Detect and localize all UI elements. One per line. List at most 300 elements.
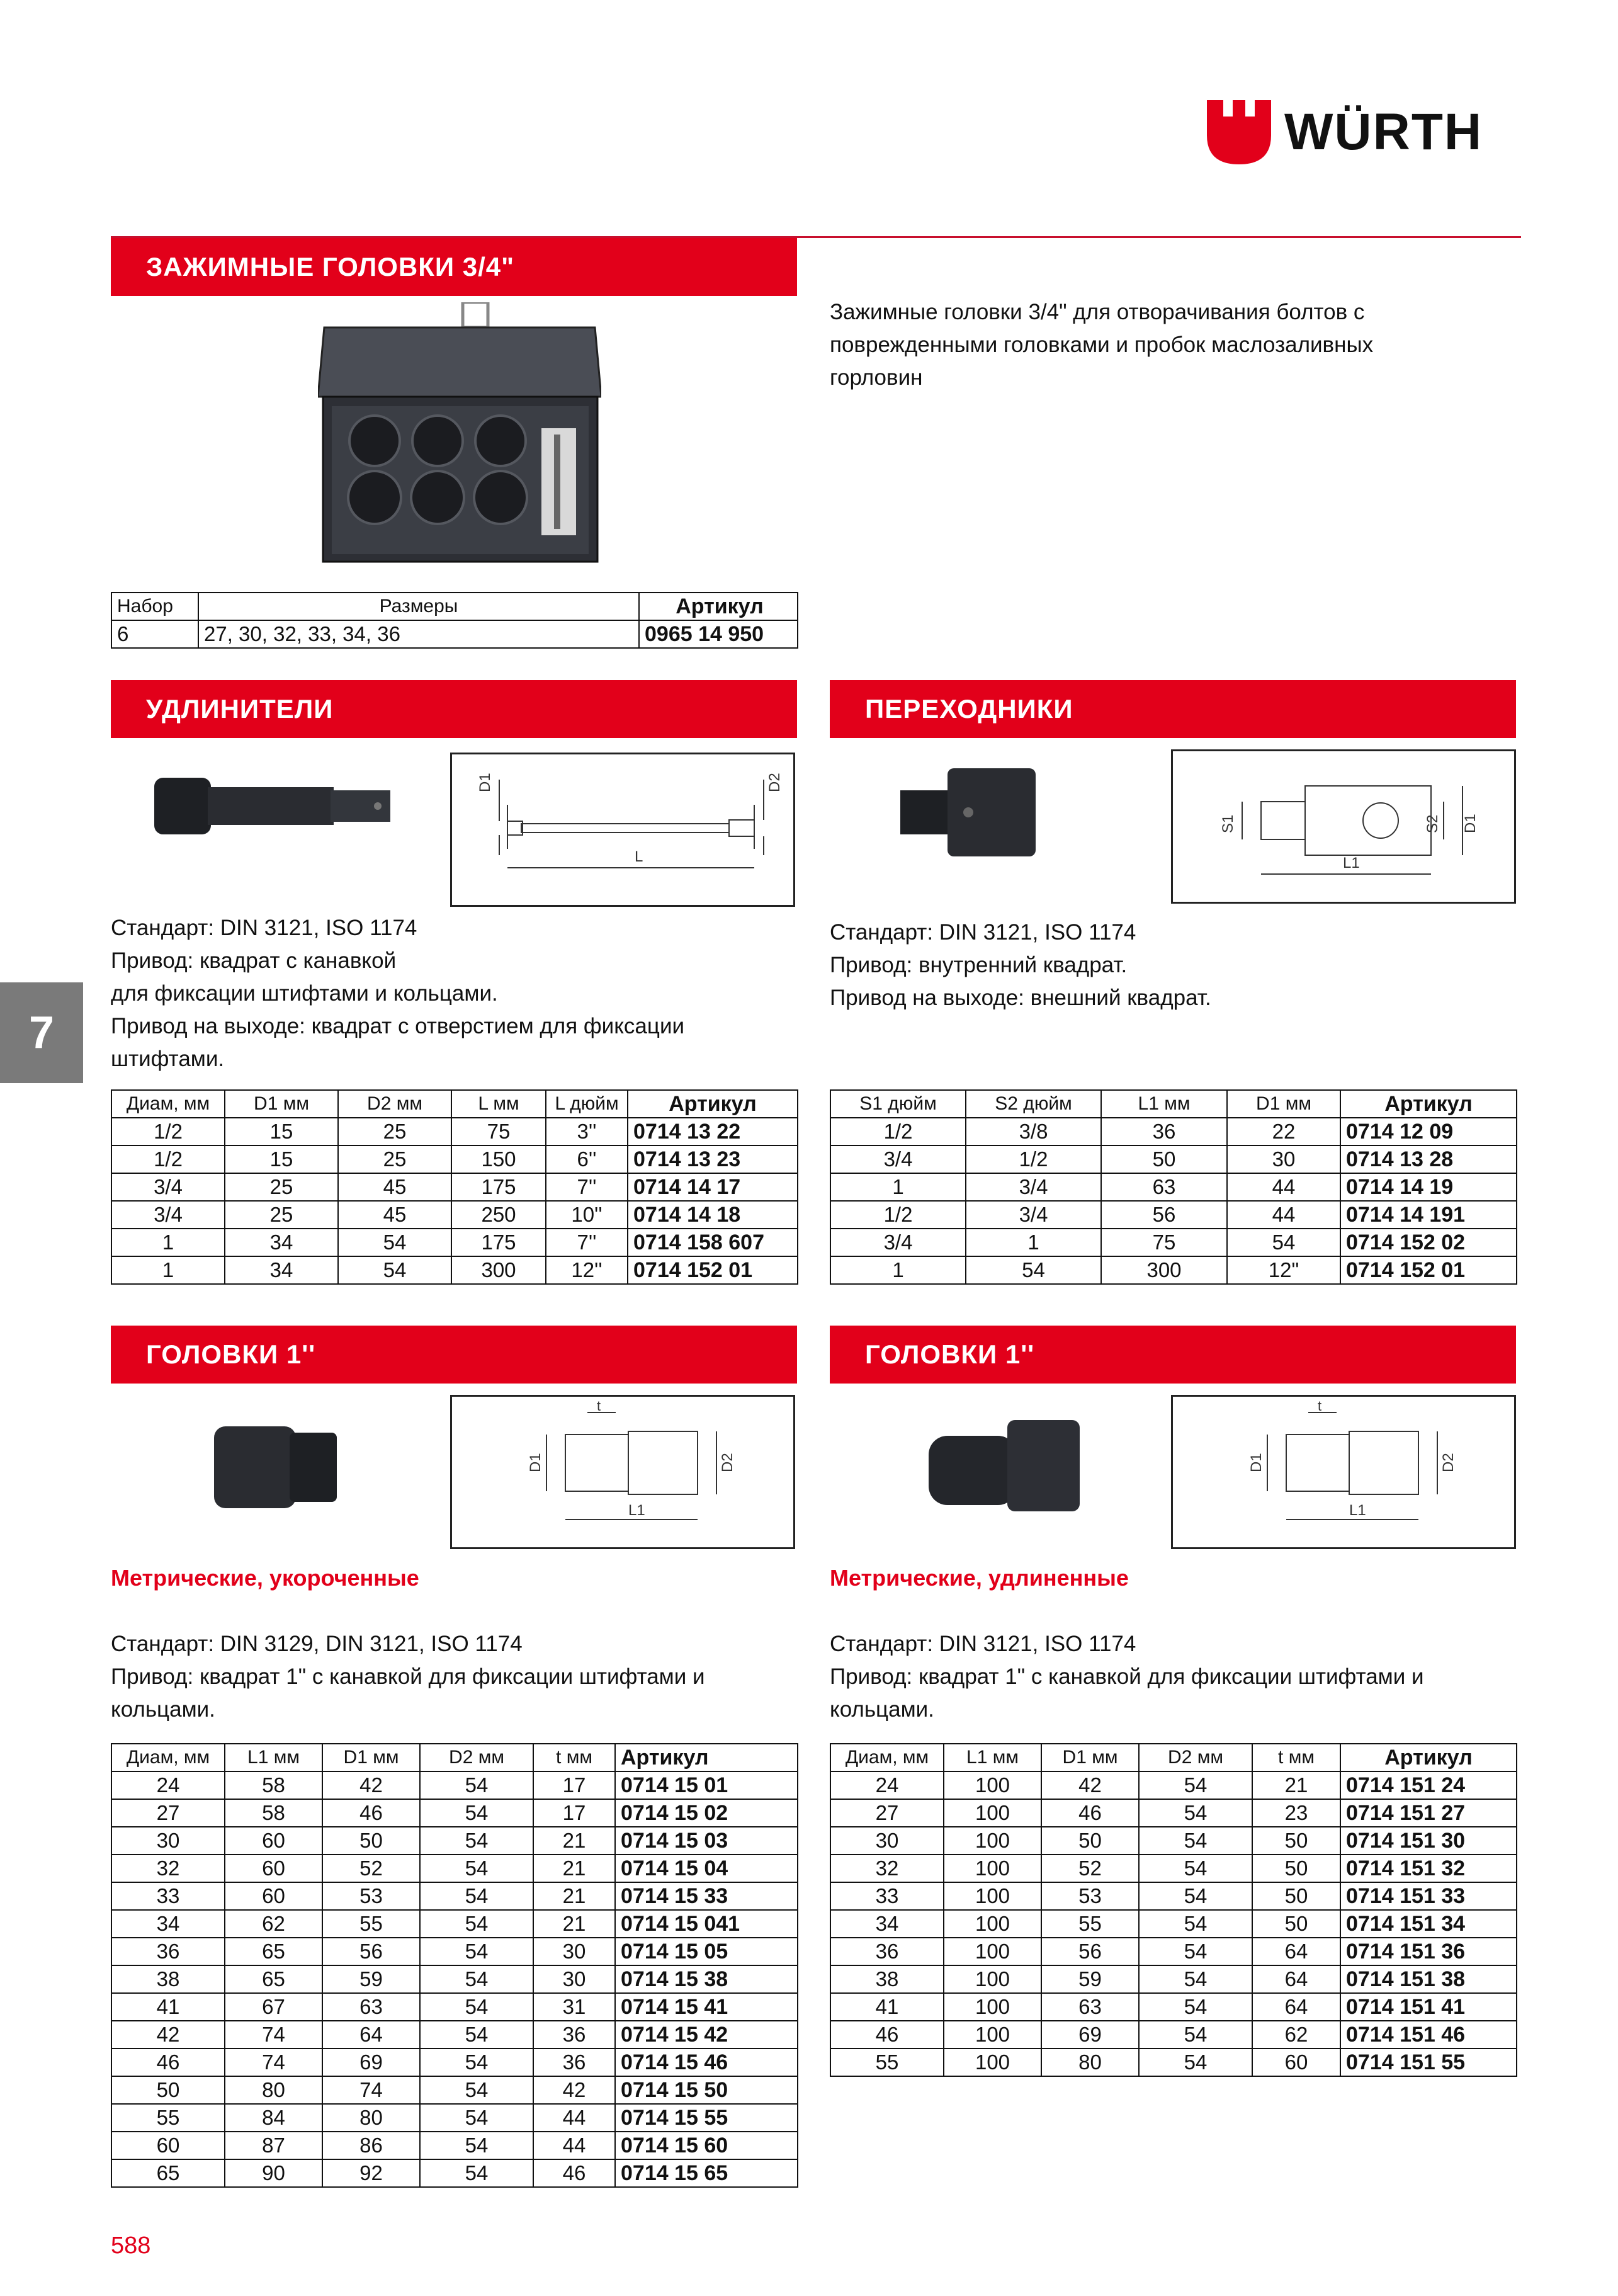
cell-article: 0714 151 30	[1340, 1827, 1517, 1855]
cell: 84	[225, 2104, 322, 2132]
table-row	[111, 1256, 798, 1284]
dim-label-d1: D1	[477, 773, 494, 792]
cell-article: 0714 13 22	[628, 1118, 798, 1145]
cell-article: 0714 12 09	[1340, 1118, 1517, 1145]
cell: 54	[420, 2049, 533, 2076]
brand-name: WÜRTH	[1284, 103, 1483, 161]
long-socket-photo	[925, 1411, 1083, 1518]
spec-line: Стандарт: DIN 3121, ISO 1174	[830, 1632, 1136, 1656]
cell-article: 0714 14 17	[628, 1173, 798, 1201]
cell: 100	[944, 1938, 1041, 1965]
cell: 45	[338, 1173, 451, 1201]
cell: 64	[1252, 1938, 1340, 1965]
cell: 150	[451, 1145, 546, 1173]
table-row	[830, 1882, 1517, 1910]
cell: 54	[420, 2076, 533, 2104]
cell: 54	[1139, 2021, 1252, 2049]
cell: 21	[533, 1910, 615, 1938]
spec-line: Привод: внутренний квадрат.	[830, 953, 1128, 977]
table-row	[830, 1799, 1517, 1827]
cell: 55	[111, 2104, 225, 2132]
spec-line: Привод: квадрат 1" с канавкой для фиксации штифтами и	[111, 1664, 705, 1689]
cell: 44	[533, 2132, 615, 2159]
cell: 75	[1101, 1229, 1227, 1256]
cell-article: 0714 15 05	[615, 1938, 798, 1965]
col-header: Артикул	[639, 593, 798, 620]
cell-article: 0714 151 33	[1340, 1882, 1517, 1910]
heads-long-description	[830, 1628, 1516, 1726]
cell-article: 0714 15 02	[615, 1799, 798, 1827]
cell: 38	[830, 1965, 944, 1993]
dim-label-d1: D1	[1248, 1453, 1265, 1472]
cell-article: 0714 13 23	[628, 1145, 798, 1173]
table-row	[830, 1173, 1517, 1201]
table-row	[830, 1256, 1517, 1284]
cell: 25	[338, 1145, 451, 1173]
cell: 100	[944, 1855, 1041, 1882]
cell: 86	[322, 2132, 420, 2159]
cell: 54	[1139, 1910, 1252, 1938]
cell: 44	[1227, 1201, 1340, 1229]
spec-line: Привод на выходе: внешний квадрат.	[830, 986, 1211, 1010]
cell: 100	[944, 1965, 1041, 1993]
table-row	[830, 1910, 1517, 1938]
cell: 25	[225, 1201, 338, 1229]
cell-article: 0714 152 01	[1340, 1256, 1517, 1284]
cell: 41	[111, 1993, 225, 2021]
table-row	[111, 1855, 798, 1882]
dim-label-t: t	[1318, 1398, 1322, 1414]
cell-article: 0714 14 19	[1340, 1173, 1517, 1201]
col-header: Набор	[111, 593, 198, 620]
cell: 54	[420, 1855, 533, 1882]
cell: 55	[830, 2049, 944, 2076]
cell: 100	[944, 1882, 1041, 1910]
cell: 54	[338, 1229, 451, 1256]
cell: 63	[1101, 1173, 1227, 1201]
table-row	[111, 1173, 798, 1201]
adapter-diagram	[1171, 749, 1516, 904]
spec-line: Стандарт: DIN 3121, ISO 1174	[111, 916, 417, 940]
cell: 27	[830, 1799, 944, 1827]
col-header: Артикул	[628, 1090, 798, 1118]
cell: 1/2	[830, 1118, 966, 1145]
cell: 64	[1252, 1993, 1340, 2021]
cell: 175	[451, 1229, 546, 1256]
cell-article: 0714 15 03	[615, 1827, 798, 1855]
cell-article: 0714 15 46	[615, 2049, 798, 2076]
cell-article: 0714 15 65	[615, 2159, 798, 2187]
cell: 45	[338, 1201, 451, 1229]
cell: 36	[111, 1938, 225, 1965]
cell: 30	[533, 1938, 615, 1965]
cell: 42	[533, 2076, 615, 2104]
cell: 1/2	[966, 1145, 1101, 1173]
cell: 54	[420, 1910, 533, 1938]
table-row	[111, 2159, 798, 2187]
table-row	[830, 1229, 1517, 1256]
cell: 300	[1101, 1256, 1227, 1284]
spec-line: штифтами.	[111, 1047, 225, 1071]
cell-article: 0714 151 46	[1340, 2021, 1517, 2049]
table-row	[111, 2049, 798, 2076]
section-title-clamp: ЗАЖИМНЫЕ ГОЛОВКИ 3/4"	[111, 238, 797, 296]
cell: 60	[111, 2132, 225, 2159]
cell: 52	[322, 1855, 420, 1882]
cell: 56	[1101, 1201, 1227, 1229]
cell: 74	[322, 2076, 420, 2104]
cell: 59	[322, 1965, 420, 1993]
cell: 17	[533, 1771, 615, 1799]
cell: 80	[322, 2104, 420, 2132]
section-title-heads-short: ГОЛОВКИ 1''	[111, 1326, 797, 1384]
cell: 54	[1139, 1882, 1252, 1910]
cell-article: 0714 15 33	[615, 1882, 798, 1910]
table-row	[111, 1118, 798, 1145]
col-header: D2 мм	[338, 1090, 451, 1118]
col-header: Диам, мм	[111, 1744, 225, 1771]
chapter-tab: 7	[0, 982, 83, 1083]
cell: 67	[225, 1993, 322, 2021]
dim-label-l1: L1	[628, 1502, 645, 1519]
cell: 54	[1139, 1938, 1252, 1965]
heads-long-subtitle: Метрические, удлиненные	[830, 1565, 1129, 1591]
cell: 3/4	[966, 1173, 1101, 1201]
cell-article: 0714 13 28	[1340, 1145, 1517, 1173]
table-row	[830, 1145, 1517, 1173]
cell: 50	[1101, 1145, 1227, 1173]
cell: 38	[111, 1965, 225, 1993]
col-header: Артикул	[615, 1744, 798, 1771]
cell: 36	[830, 1938, 944, 1965]
short-socket-diagram	[450, 1395, 795, 1549]
col-header: S1 дюйм	[830, 1090, 966, 1118]
spec-line: Привод на выходе: квадрат с отверстием для фиксации	[111, 1014, 685, 1038]
cell-article: 0714 158 607	[628, 1229, 798, 1256]
cell: 1	[111, 1256, 225, 1284]
table-row	[111, 2076, 798, 2104]
long-socket-diagram	[1171, 1395, 1516, 1549]
cell: 54	[420, 1799, 533, 1827]
cell: 41	[830, 1993, 944, 2021]
cell: 60	[225, 1827, 322, 1855]
cell-article: 0714 15 60	[615, 2132, 798, 2159]
cell: 50	[1252, 1855, 1340, 1882]
cell: 3/8	[966, 1118, 1101, 1145]
cell: 21	[533, 1827, 615, 1855]
spec-line: Стандарт: DIN 3129, DIN 3121, ISO 1174	[111, 1632, 523, 1656]
cell: 1	[830, 1256, 966, 1284]
cell: 54	[420, 1827, 533, 1855]
cell: 69	[1041, 2021, 1139, 2049]
cell: 46	[1041, 1799, 1139, 1827]
heads-short-table	[111, 1743, 798, 2188]
spec-line: Привод: квадрат 1" с канавкой для фиксации штифтами и	[830, 1664, 1424, 1689]
cell: 54	[1139, 1827, 1252, 1855]
col-header: Артикул	[1340, 1744, 1517, 1771]
clamp-description: Зажимные головки 3/4" для отворачивания болтов с поврежденными головками и пробок маслозаливных горловин	[830, 300, 1374, 390]
col-header: L1 мм	[225, 1744, 322, 1771]
cell: 27	[111, 1799, 225, 1827]
adapters-rows	[830, 1118, 1517, 1284]
cell-article: 0714 15 38	[615, 1965, 798, 1993]
cell: 46	[533, 2159, 615, 2187]
cell: 44	[1227, 1173, 1340, 1201]
cell: 58	[225, 1771, 322, 1799]
cell: 3/4	[830, 1229, 966, 1256]
spec-line: Стандарт: DIN 3121, ISO 1174	[830, 920, 1136, 945]
cell-article: 0965 14 950	[639, 620, 798, 648]
cell: 100	[944, 2049, 1041, 2076]
heads-long-table	[830, 1743, 1517, 2077]
cell: 1/2	[111, 1118, 225, 1145]
cell: 300	[451, 1256, 546, 1284]
cell: 250	[451, 1201, 546, 1229]
cell: 30	[830, 1827, 944, 1855]
cell: 44	[533, 2104, 615, 2132]
cell: 32	[830, 1855, 944, 1882]
table-row	[830, 2049, 1517, 2076]
cell-article: 0714 151 41	[1340, 1993, 1517, 2021]
cell: 54	[420, 1938, 533, 1965]
cell: 50	[1252, 1827, 1340, 1855]
cell: 65	[225, 1938, 322, 1965]
cell: 32	[111, 1855, 225, 1882]
cell: 7''	[546, 1229, 628, 1256]
cell: 46	[322, 1799, 420, 1827]
cell-article: 0714 15 01	[615, 1771, 798, 1799]
spec-line: для фиксации штифтами и кольцами.	[111, 981, 498, 1006]
col-header: Диам, мм	[830, 1744, 944, 1771]
col-header: Артикул	[1340, 1090, 1517, 1118]
cell: 36	[533, 2049, 615, 2076]
cell: 54	[420, 1882, 533, 1910]
cell: 69	[322, 2049, 420, 2076]
cell: 59	[1041, 1965, 1139, 1993]
cell: 34	[111, 1910, 225, 1938]
cell-article: 0714 15 55	[615, 2104, 798, 2132]
cell: 36	[1101, 1118, 1227, 1145]
cell-article: 0714 15 42	[615, 2021, 798, 2049]
cell: 62	[225, 1910, 322, 1938]
cell: 54	[420, 2132, 533, 2159]
cell: 50	[1252, 1882, 1340, 1910]
cell: 63	[1041, 1993, 1139, 2021]
cell: 53	[1041, 1882, 1139, 1910]
table-row	[111, 1145, 798, 1173]
table-row	[111, 1910, 798, 1938]
cell: 15	[225, 1118, 338, 1145]
table-row	[830, 2021, 1517, 2049]
dim-label-d1: D1	[527, 1453, 544, 1472]
col-header: L1 мм	[1101, 1090, 1227, 1118]
cell: 50	[322, 1827, 420, 1855]
page-number: 588	[111, 2232, 151, 2259]
table-row	[111, 1993, 798, 2021]
cell: 6''	[546, 1145, 628, 1173]
cell: 21	[533, 1882, 615, 1910]
col-header: Диам, мм	[111, 1090, 225, 1118]
cell: 17	[533, 1799, 615, 1827]
extensions-description	[111, 912, 797, 1076]
cell: 1/2	[111, 1145, 225, 1173]
table-row	[830, 1855, 1517, 1882]
cell-article: 0714 151 24	[1340, 1771, 1517, 1799]
col-header: Размеры	[198, 593, 639, 620]
extension-bar-photo	[151, 771, 403, 841]
cell: 175	[451, 1173, 546, 1201]
cell: 54	[420, 1771, 533, 1799]
section-title-heads-long: ГОЛОВКИ 1''	[830, 1326, 1516, 1384]
col-header: t мм	[533, 1744, 615, 1771]
cell: 21	[1252, 1771, 1340, 1799]
table-row	[111, 1827, 798, 1855]
table-row	[830, 1201, 1517, 1229]
section-title-adapters: ПЕРЕХОДНИКИ	[830, 680, 1516, 738]
cell-article: 0714 15 50	[615, 2076, 798, 2104]
dim-label-d1: D1	[1462, 814, 1479, 833]
cell: 46	[830, 2021, 944, 2049]
cell: 21	[533, 1855, 615, 1882]
cell: 55	[322, 1910, 420, 1938]
cell: 63	[322, 1993, 420, 2021]
cell: 42	[111, 2021, 225, 2049]
cell-article: 0714 151 32	[1340, 1855, 1517, 1882]
cell: 50	[1252, 1910, 1340, 1938]
cell: 30	[1227, 1145, 1340, 1173]
cell: 31	[533, 1993, 615, 2021]
table-row	[830, 1993, 1517, 2021]
cell: 87	[225, 2132, 322, 2159]
cell: 55	[1041, 1910, 1139, 1938]
cell: 30	[111, 1827, 225, 1855]
table-row	[111, 1938, 798, 1965]
table-row	[111, 2021, 798, 2049]
cell: 24	[111, 1771, 225, 1799]
cell: 34	[225, 1229, 338, 1256]
dim-label-l1: L1	[1343, 855, 1360, 872]
col-header: L1 мм	[944, 1744, 1041, 1771]
heads-short-rows	[111, 1771, 798, 2187]
spec-line: Привод: квадрат с канавкой	[111, 948, 397, 973]
clamp-table	[111, 592, 798, 649]
cell: 100	[944, 2021, 1041, 2049]
cell: 65	[225, 1965, 322, 1993]
spec-line: кольцами.	[111, 1697, 215, 1722]
cell: 23	[1252, 1799, 1340, 1827]
dim-label-l: L	[635, 848, 643, 865]
table-row	[111, 620, 798, 648]
wurth-logo-mark	[1204, 98, 1274, 167]
cell: 64	[322, 2021, 420, 2049]
col-header: D2 мм	[1139, 1744, 1252, 1771]
cell: 25	[225, 1173, 338, 1201]
cell: 74	[225, 2021, 322, 2049]
cell: 54	[966, 1256, 1101, 1284]
cell: 1	[966, 1229, 1101, 1256]
col-header: S2 дюйм	[966, 1090, 1101, 1118]
col-header: D1 мм	[225, 1090, 338, 1118]
cell: 100	[944, 1993, 1041, 2021]
cell: 50	[111, 2076, 225, 2104]
cell: 6	[111, 620, 198, 648]
table-row	[111, 1965, 798, 1993]
section-title-extensions: УДЛИНИТЕЛИ	[111, 680, 797, 738]
table-row	[111, 1201, 798, 1229]
cell-article: 0714 15 41	[615, 1993, 798, 2021]
cell: 60	[225, 1855, 322, 1882]
cell: 54	[420, 2159, 533, 2187]
cell: 64	[1252, 1965, 1340, 1993]
table-row	[830, 1938, 1517, 1965]
cell: 1	[830, 1173, 966, 1201]
cell: 60	[1252, 2049, 1340, 2076]
table-row	[111, 2104, 798, 2132]
cell: 80	[1041, 2049, 1139, 2076]
cell-article: 0714 14 191	[1340, 1201, 1517, 1229]
col-header: L дюйм	[546, 1090, 628, 1118]
dim-label-s1: S1	[1219, 814, 1236, 833]
table-row	[830, 1771, 1517, 1799]
cell: 100	[944, 1799, 1041, 1827]
cell: 3/4	[111, 1173, 225, 1201]
dim-label-l1: L1	[1349, 1502, 1366, 1519]
cell: 24	[830, 1771, 944, 1799]
table-row	[111, 1882, 798, 1910]
cell-article: 0714 152 02	[1340, 1229, 1517, 1256]
cell: 54	[338, 1256, 451, 1284]
cell: 42	[322, 1771, 420, 1799]
cell: 22	[1227, 1118, 1340, 1145]
cell: 33	[111, 1882, 225, 1910]
cell: 54	[1139, 1799, 1252, 1827]
table-row	[830, 1827, 1517, 1855]
cell: 54	[420, 2021, 533, 2049]
cell: 50	[1041, 1827, 1139, 1855]
dim-label-s2: S2	[1424, 814, 1441, 833]
dim-label-d2: D2	[719, 1453, 736, 1472]
adapter-photo	[894, 765, 1039, 860]
table-row	[111, 1771, 798, 1799]
cell: 30	[533, 1965, 615, 1993]
cell: 7''	[546, 1173, 628, 1201]
cell: 33	[830, 1882, 944, 1910]
adapters-description	[830, 916, 1516, 1014]
heads-short-subtitle: Метрические, укороченные	[111, 1565, 419, 1591]
cell-article: 0714 151 55	[1340, 2049, 1517, 2076]
col-header: D2 мм	[420, 1744, 533, 1771]
socket-set-case-photo	[318, 302, 601, 567]
cell: 56	[1041, 1938, 1139, 1965]
table-row	[111, 1799, 798, 1827]
cell: 92	[322, 2159, 420, 2187]
col-header: D1 мм	[322, 1744, 420, 1771]
cell: 62	[1252, 2021, 1340, 2049]
cell: 3''	[546, 1118, 628, 1145]
cell: 54	[1139, 2049, 1252, 2076]
cell: 1/2	[830, 1201, 966, 1229]
cell: 54	[1227, 1229, 1340, 1256]
cell-article: 0714 15 041	[615, 1910, 798, 1938]
cell: 100	[944, 1827, 1041, 1855]
cell: 100	[944, 1771, 1041, 1799]
dim-label-t: t	[597, 1398, 601, 1414]
dim-label-d2: D2	[1440, 1453, 1457, 1472]
cell: 15	[225, 1145, 338, 1173]
cell: 65	[111, 2159, 225, 2187]
cell: 74	[225, 2049, 322, 2076]
cell: 54	[1139, 1855, 1252, 1882]
